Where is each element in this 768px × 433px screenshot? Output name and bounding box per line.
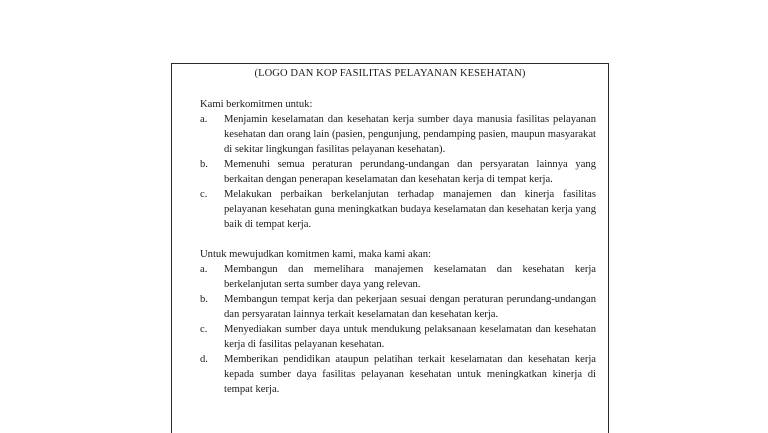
list-item: [200, 352, 596, 397]
list-marker: d.: [200, 354, 208, 365]
document-header: (LOGO DAN KOP FASILITAS PELAYANAN KESEHATAN): [254, 68, 526, 79]
commitment-intro: Kami berkomitmen untuk:: [200, 99, 313, 110]
action-intro: Untuk mewujudkan komitmen kami, maka kami akan:: [200, 249, 431, 260]
list-item: [200, 112, 596, 157]
document-body: [200, 97, 596, 397]
list-item: [200, 262, 596, 292]
action-list: [200, 262, 596, 397]
list-item: [200, 292, 596, 322]
list-marker: a.: [200, 264, 208, 275]
list-marker: c.: [200, 189, 208, 200]
list-marker: c.: [200, 324, 208, 335]
commitment-list: [200, 112, 596, 232]
list-item-text: Melakukan perbaikan berkelanjutan terhadap manajemen dan kinerja fasilitas pelayanan kesehatan guna meningkatkan budaya keselamatan dan kesehatan kerja yang baik di tempat kerja.: [224, 189, 596, 230]
list-item-text: Memberikan pendidikan ataupun pelatihan terkait keselamatan dan kesehatan kerja kepada sumber daya fasilitas pelayanan kesehatan untuk meningkatkan kinerja di tempat kerja.: [224, 354, 596, 395]
list-marker: b.: [200, 294, 208, 305]
list-item-text: Menyediakan sumber daya untuk mendukung pelaksanaan keselamatan dan kesehatan kerja di fasilitas pelayanan kesehatan.: [224, 324, 596, 350]
list-item-text: Membangun dan memelihara manajemen keselamatan dan kesehatan kerja berkelanjutan serta sumber daya yang relevan.: [224, 264, 596, 290]
list-item-text: Menjamin keselamatan dan kesehatan kerja sumber daya manusia fasilitas pelayanan kesehatan dan orang lain (pasien, pengunjung, pendamping pasien, maupun masyarakat di sekitar lingkungan fasilitas pelayanan kesehatan).: [224, 114, 596, 155]
list-item: [200, 157, 596, 187]
list-item-text: Memenuhi semua peraturan perundang-undangan dan persyaratan lainnya yang berkaitan dengan penerapan keselamatan dan kesehatan kerja di tempat kerja.: [224, 159, 596, 185]
document-page: [171, 63, 609, 433]
list-item-text: Membangun tempat kerja dan pekerjaan sesuai dengan peraturan perundang-undangan dan persyaratan lainnya terkait keselamatan dan kesehatan kerja.: [224, 294, 596, 320]
list-marker: b.: [200, 159, 208, 170]
list-item: [200, 322, 596, 352]
list-marker: a.: [200, 114, 208, 125]
section-spacer: [200, 232, 596, 247]
list-item: [200, 187, 596, 232]
